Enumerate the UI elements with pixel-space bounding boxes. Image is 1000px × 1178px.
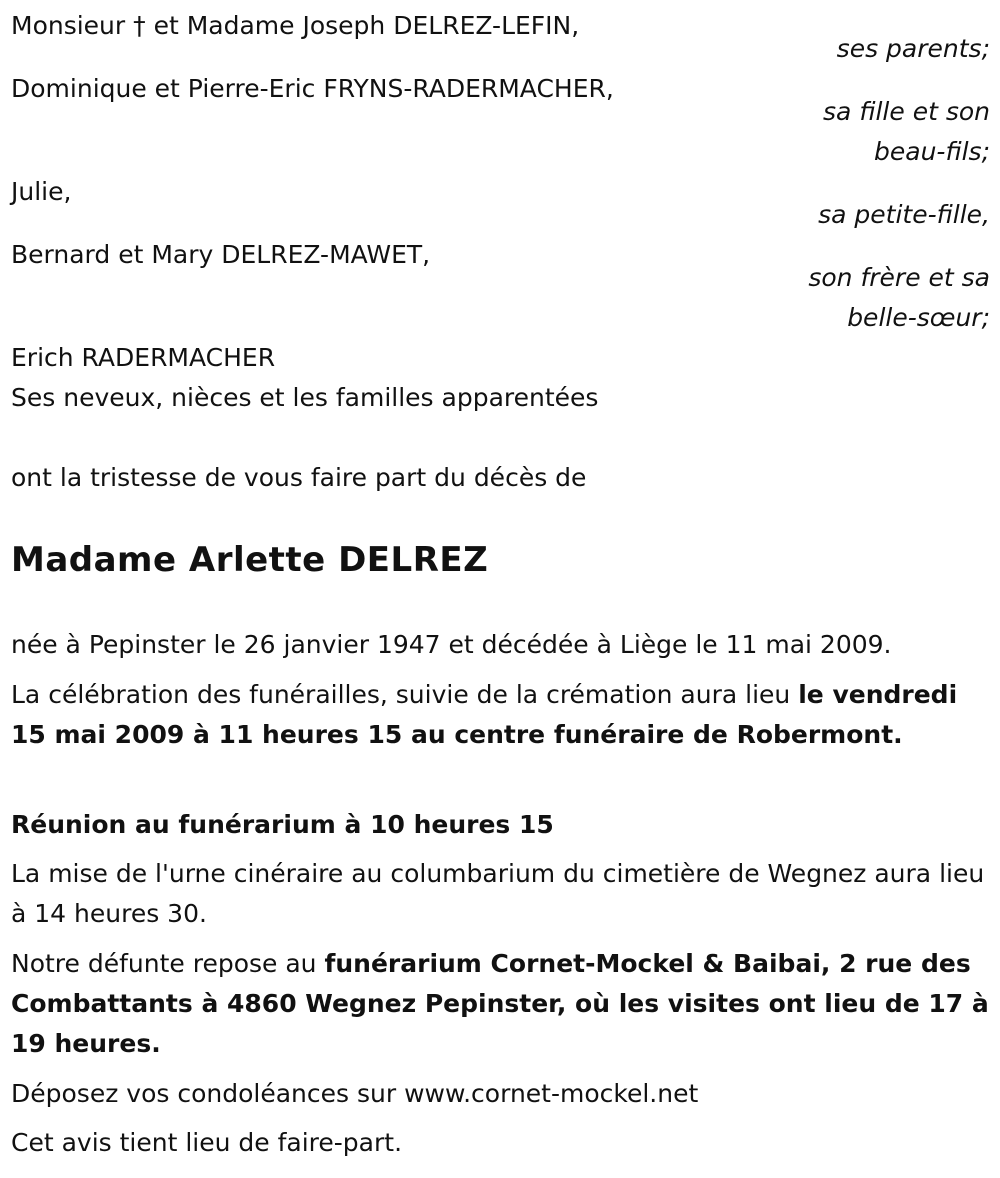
birth-death-paragraph: née à Pepinster le 26 janvier 1947 et décédée à Liège le 11 mai 2009. xyxy=(11,630,892,659)
family-other: Erich RADERMACHER xyxy=(11,343,276,372)
brother-relation-2: belle-sœur; xyxy=(847,303,990,332)
daughter-relation-1: sa fille et son xyxy=(823,97,990,126)
parents-title: Monsieur xyxy=(11,11,126,40)
parents-relation: ses parents; xyxy=(836,34,990,63)
notice-paragraph: Cet avis tient lieu de faire-part. xyxy=(11,1128,403,1157)
ceremony-paragraph xyxy=(11,675,991,755)
urn-paragraph: La mise de l'urne cinéraire au columbarium du cimetière de Wegnez aura lieu à 14 heures 30. xyxy=(11,859,985,928)
rest-paragraph xyxy=(11,944,991,1064)
rest-location: funérarium Cornet-Mockel & Baibai, 2 rue des Combattants à 4860 Wegnez Pepinster, où les visites ont lieu de 17 à 19 heures. xyxy=(11,949,989,1058)
brother-relation-1: son frère et sa xyxy=(808,263,990,292)
ceremony-details: le vendredi 15 mai 2009 à 11 heures 15 au centre funéraire de Robermont. xyxy=(11,680,958,749)
family-granddaughter: Julie, xyxy=(11,177,72,206)
rest-intro: Notre défunte repose au xyxy=(11,949,317,978)
ceremony-intro: La célébration des funérailles, suivie de la crémation aura lieu xyxy=(11,680,791,709)
granddaughter-relation: sa petite-fille, xyxy=(818,200,990,229)
meeting-paragraph xyxy=(11,805,991,845)
family-parents xyxy=(11,6,579,46)
meeting-text: Réunion au funérarium à 10 heures 15 xyxy=(11,810,554,839)
cross-icon: † xyxy=(133,11,146,40)
family-others-line: Ses neveux, nièces et les familles apparentées xyxy=(11,383,599,412)
condolences-paragraph: Déposez vos condoléances sur www.cornet-mockel.net xyxy=(11,1079,699,1108)
family-daughter: Dominique et Pierre-Eric FRYNS-RADERMACHER, xyxy=(11,74,614,103)
deceased-name: Madame Arlette DELREZ xyxy=(11,540,489,580)
daughter-relation-2: beau-fils; xyxy=(874,137,990,166)
announcement: ont la tristesse de vous faire part du décès de xyxy=(11,463,587,492)
parents-names: et Madame Joseph DELREZ-LEFIN, xyxy=(153,11,580,40)
family-brother: Bernard et Mary DELREZ-MAWET, xyxy=(11,240,431,269)
